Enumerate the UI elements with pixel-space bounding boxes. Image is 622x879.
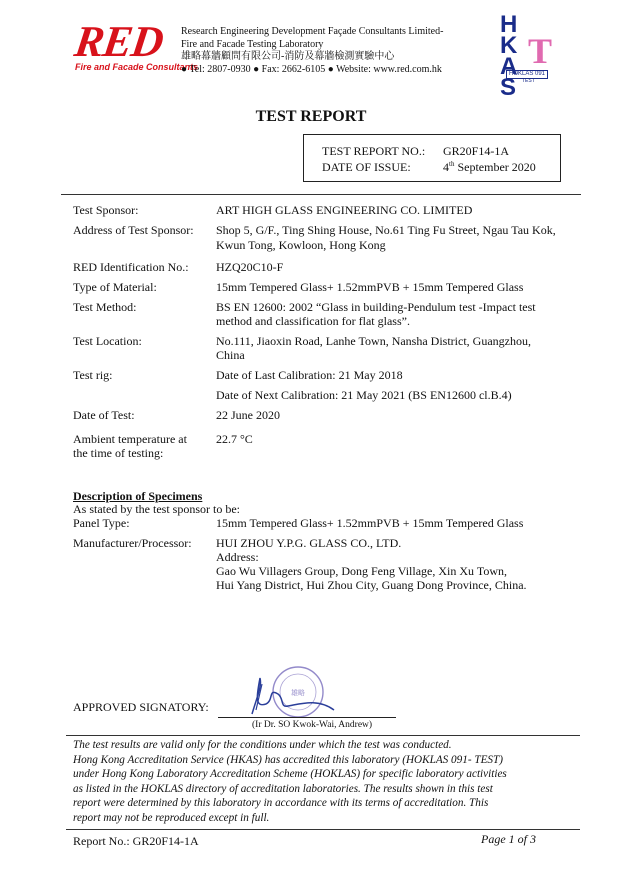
field-value: China xyxy=(216,348,245,362)
footer-report-no: Report No.: GR20F14-1A xyxy=(73,834,199,848)
field-label: Date of Test: xyxy=(73,408,135,422)
page-title: TEST REPORT xyxy=(255,108,367,125)
hoklas-test: TEST xyxy=(522,78,535,84)
field-value: 22.7 °C xyxy=(216,432,253,446)
company-line: 雄略幕牆顧問有限公司-消防及幕牆檢測實驗中心 xyxy=(181,51,395,62)
hkas-logo xyxy=(500,11,554,101)
logo-subtitle: Fire and Facade Consultants xyxy=(75,62,199,72)
company-line: Research Engineering Development Façade Consultants Limited- xyxy=(181,26,444,37)
divider xyxy=(61,194,581,195)
hkas-t-letter: T xyxy=(528,31,553,71)
field-label: Test rig: xyxy=(73,368,113,382)
report-no-value: GR20F14-1A xyxy=(443,144,510,158)
field-value: BS EN 12600: 2002 “Glass in building-Pendulum test -Impact test xyxy=(216,300,536,314)
field-label: Type of Material: xyxy=(73,280,157,294)
report-number-box xyxy=(303,134,561,182)
field-value: Date of Last Calibration: 21 May 2018 xyxy=(216,368,403,382)
company-line: ● Tel: 2807-0930 ● Fax: 2662-6105 ● Website: www.red.com.hk xyxy=(181,63,442,75)
company-line: Fire and Facade Testing Laboratory xyxy=(181,38,324,50)
panel-type-label: Panel Type: xyxy=(73,516,130,530)
specimens-intro: As stated by the test sponsor to be: xyxy=(73,502,240,516)
manufacturer-value: HUI ZHOU Y.P.G. GLASS CO., LTD. xyxy=(216,536,402,550)
field-value: HZQ20C10-F xyxy=(216,260,284,274)
signatory-label: APPROVED SIGNATORY: xyxy=(73,700,209,714)
specimens-heading: Description of Specimens xyxy=(73,489,203,503)
signature-line xyxy=(218,717,396,718)
manufacturer-value: Address: xyxy=(216,550,259,564)
field-label: Ambient temperature at the time of testing: xyxy=(73,432,187,460)
footer-page-number: Page 1 of 3 xyxy=(481,832,536,846)
field-value: 15mm Tempered Glass+ 1.52mmPVB + 15mm Tempered Glass xyxy=(216,280,524,294)
field-value: Shop 5, G/F., Ting Shing House, No.61 Ting Fu Street, Ngau Tau Kok, xyxy=(216,223,556,237)
field-value: method and classification for flat glass”. xyxy=(216,314,410,328)
hoklas-label: HOKLAS 091 xyxy=(506,70,548,79)
field-value: ART HIGH GLASS ENGINEERING CO. LIMITED xyxy=(216,203,473,217)
disclaimer-line: report were determined by this laboratory in accordance with its terms of accreditation. This xyxy=(73,797,489,810)
manufacturer-label: Manufacturer/Processor: xyxy=(73,536,192,550)
issue-date-label: DATE OF ISSUE: xyxy=(322,160,411,174)
svg-text:雄略: 雄略 xyxy=(291,689,305,697)
footer-divider xyxy=(66,829,580,830)
issue-rest: September 2020 xyxy=(454,160,536,174)
signatory-name: (Ir Dr. SO Kwok-Wai, Andrew) xyxy=(252,720,373,730)
field-value: Date of Next Calibration: 21 May 2021 (BS EN12600 cl.B.4) xyxy=(216,388,512,402)
logo-text: RED xyxy=(71,17,166,66)
field-label: Test Method: xyxy=(73,300,137,314)
disclaimer-line: as listed in the HOKLAS directory of accreditation laboratories. The results shown in this test xyxy=(73,782,493,795)
report-no-label: TEST REPORT NO.: xyxy=(322,144,426,158)
field-value: No.111, Jiaoxin Road, Lanhe Town, Nansha District, Guangzhou, xyxy=(216,334,531,348)
issue-date-row xyxy=(322,160,536,175)
field-label: RED Identification No.: xyxy=(73,260,189,274)
signature-stamp xyxy=(222,664,362,720)
field-label: Test Sponsor: xyxy=(73,203,139,217)
manufacturer-value: Gao Wu Villagers Group, Dong Feng Village, Xin Xu Town, xyxy=(216,564,507,578)
disclaimer xyxy=(73,738,573,826)
report-no-row xyxy=(322,144,510,159)
red-logo xyxy=(71,17,199,78)
disclaimer-line: under Hong Kong Laboratory Accreditation Scheme (HOKLAS) for specific laboratory activities xyxy=(73,768,507,781)
field-value: Kwun Tong, Kowloon, Hong Kong xyxy=(216,238,386,252)
hkas-mark: HKAS xyxy=(500,11,518,101)
divider xyxy=(66,735,580,736)
hkas-letters xyxy=(500,11,530,101)
issue-day: 4 xyxy=(443,160,449,174)
issue-date-value xyxy=(443,160,536,175)
company-info xyxy=(181,26,443,76)
disclaimer-line: Hong Kong Accreditation Service (HKAS) has accredited this laboratory (HOKLAS 091- TEST) xyxy=(73,753,503,766)
issue-suffix: th xyxy=(449,160,455,168)
field-label: Test Location: xyxy=(73,334,142,348)
manufacturer-value: Hui Yang District, Hui Zhou City, Guang Dong Province, China. xyxy=(216,578,527,592)
field-value: 22 June 2020 xyxy=(216,408,280,422)
disclaimer-line: The test results are valid only for the conditions under which the test was conducted. xyxy=(73,739,452,751)
field-label: Address of Test Sponsor: xyxy=(73,223,194,237)
disclaimer-line: report may not be reproduced except in full. xyxy=(73,811,270,824)
panel-type-value: 15mm Tempered Glass+ 1.52mmPVB + 15mm Tempered Glass xyxy=(216,516,524,530)
